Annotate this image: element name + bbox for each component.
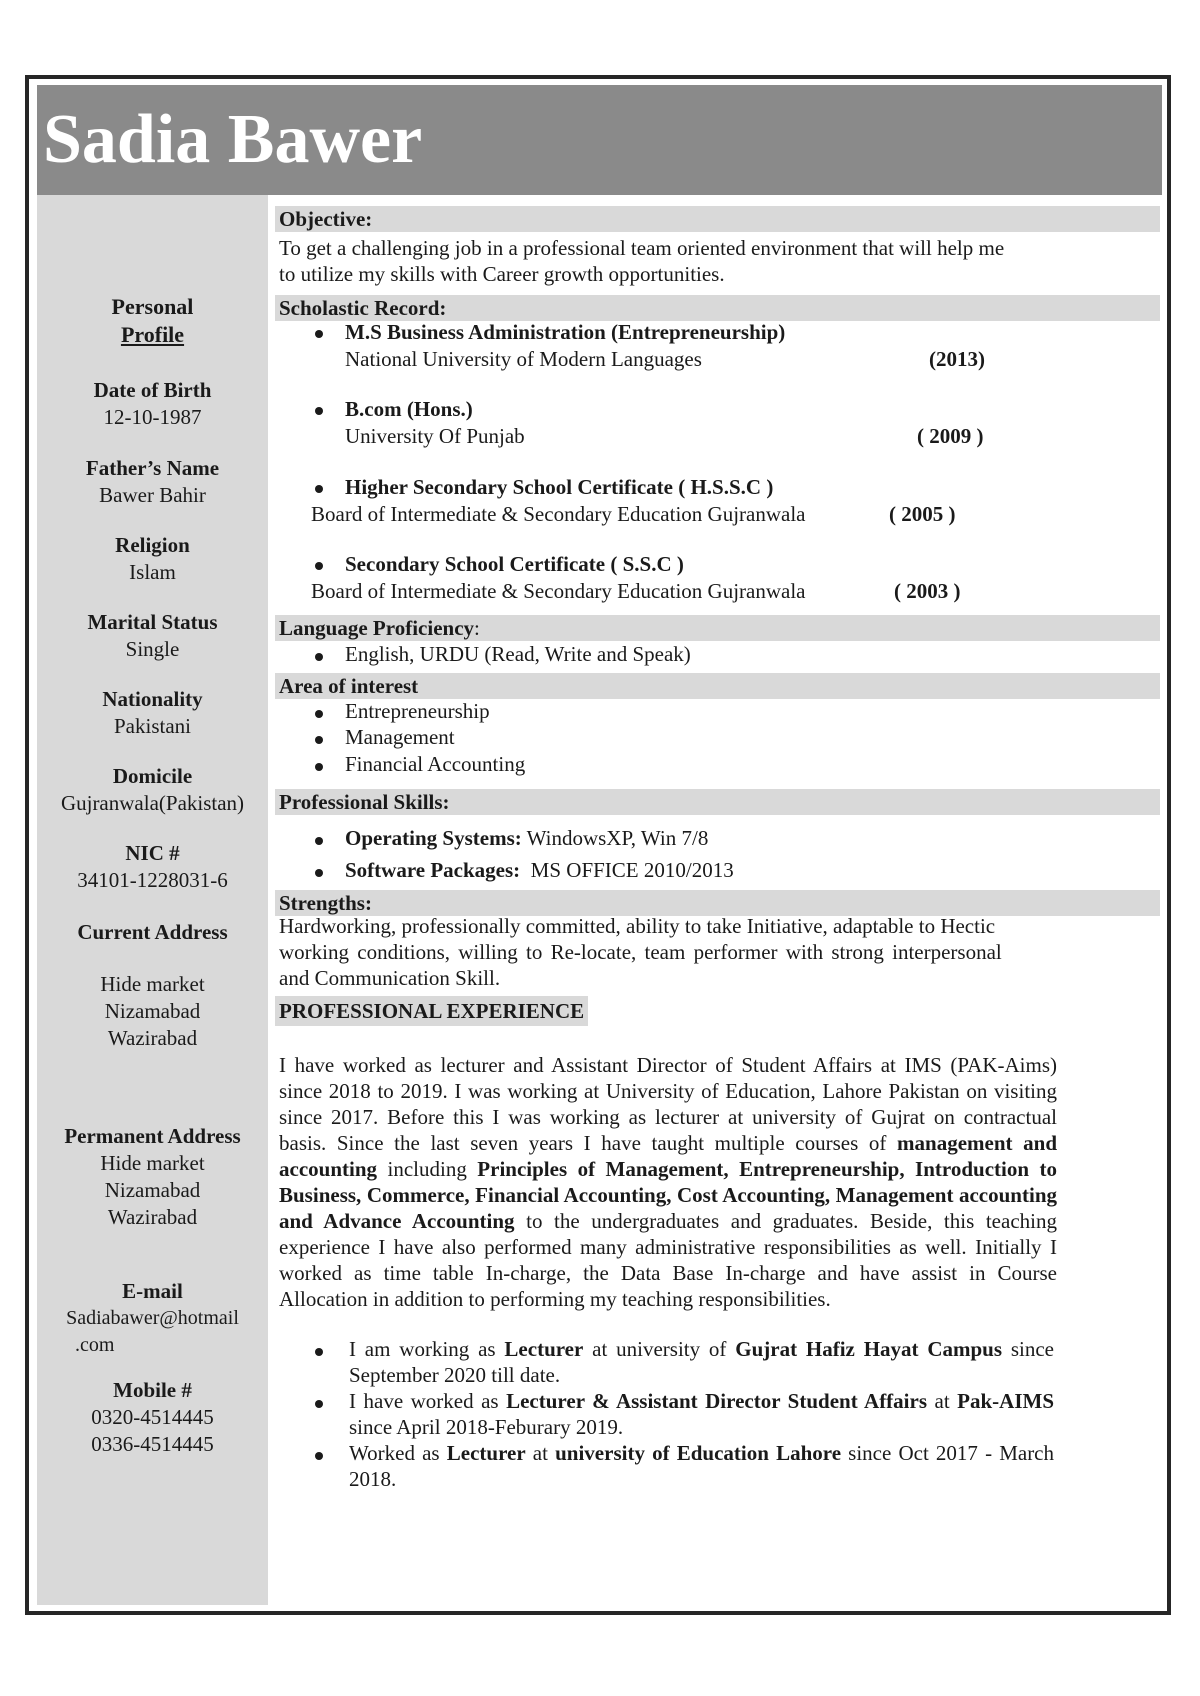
interest-item: Entrepreneurship (345, 699, 490, 723)
bullet-icon (315, 653, 323, 661)
item-text: at (927, 1389, 958, 1413)
profile-title-line1: Personal (111, 294, 194, 319)
bullet-icon (315, 710, 323, 718)
bullet-icon (315, 1348, 323, 1356)
interest-item: Financial Accounting (345, 752, 526, 776)
religion-value: Islam (129, 560, 176, 584)
bullet-icon (315, 736, 323, 744)
email-block (37, 1278, 268, 1359)
bullet-icon (315, 562, 323, 570)
marital-value: Single (125, 637, 180, 661)
permanent-address-line: Nizamabad (104, 1178, 201, 1202)
domicile-value: Gujranwala(Pakistan) (60, 791, 245, 815)
bullet-icon (315, 407, 323, 415)
nic-block (37, 840, 268, 894)
skill-software-label: Software Packages: (345, 858, 521, 882)
email-line: .com (75, 1334, 115, 1356)
experience-item (349, 1388, 1054, 1440)
interest-item: Management (345, 725, 455, 749)
degree-title: B.com (Hons.) (345, 397, 473, 421)
item-bold: Gujrat Hafiz Hayat Campus (735, 1337, 1003, 1361)
language-item: English, URDU (Read, Write and Speak) (345, 642, 691, 666)
personal-sidebar (37, 195, 268, 1605)
bullet-icon (315, 837, 323, 845)
degree-year: ( 2009 ) (917, 424, 984, 448)
item-bold: Lecturer & Assistant Director Student Affairs (506, 1389, 928, 1413)
email-label: E-mail (122, 1279, 183, 1303)
objective-line: to utilize my skills with Career growth opportunities. (279, 262, 725, 286)
dob-value: 12-10-1987 (103, 405, 202, 429)
name-header (37, 85, 1162, 195)
item-text: I have worked as (349, 1389, 507, 1413)
experience-text: to the undergraduates and graduates. Beside, this teaching experience I have also performed many administrative responsibilities as well. Initially I worked as time table In-charge, the Data Base In-charge and have assist in Course Allocation in addition to performing my teaching responsibilities. (279, 1209, 1057, 1311)
degree-school: University Of Punjab (345, 424, 525, 448)
nic-value: 34101-1228031-6 (77, 868, 228, 892)
bullet-icon (315, 1400, 323, 1408)
experience-text: I have worked as lecturer and Assistant Director of Student Affairs at IMS (PAK-Aims) since 2018 to 2019. I was working at University of Education, Lahore Pakistan on visiting since 2017. Before this I was working as lecturer at university of Gujrat on contractual basis. Since the last seven years I have taught multiple courses of (279, 1053, 1057, 1155)
skill-software-value: MS OFFICE 2010/2013 (530, 858, 734, 882)
degree-year: ( 2003 ) (894, 579, 961, 603)
current-address-label: Current Address (77, 920, 228, 944)
father-block (37, 455, 268, 509)
permanent-address-label: Permanent Address (64, 1124, 241, 1148)
skill-os-label: Operating Systems: (345, 826, 522, 850)
skills-heading: Professional Skills: (275, 789, 1160, 815)
degree-year: (2013) (929, 347, 985, 371)
strengths-heading: Strengths: (275, 890, 1160, 916)
degree-year: ( 2005 ) (889, 502, 956, 526)
marital-block (37, 609, 268, 663)
skill-os (345, 825, 708, 852)
item-bold: university of Education Lahore (555, 1441, 842, 1465)
religion-label: Religion (115, 533, 190, 557)
item-text: since Oct 2017 - March 2018. (349, 1441, 1055, 1491)
candidate-name: Sadia Bawer (43, 101, 423, 178)
strengths-line: Hardworking, professionally committed, ability to take Initiative, adaptable to Hectic (279, 914, 996, 938)
bullet-icon (315, 485, 323, 493)
item-bold: Pak-AIMS (957, 1389, 1055, 1413)
experience-item (349, 1440, 1054, 1492)
experience-bold: Principles of Management, Entrepreneurship, Introduction to Business, Commerce, Financial Accounting, Cost Accounting, Management accounting and Advance Accounting (279, 1157, 1058, 1233)
bullet-icon (315, 330, 323, 338)
item-text: since September 2020 till date. (349, 1337, 1054, 1387)
degree-school: National University of Modern Languages (345, 347, 702, 371)
resume-frame (25, 75, 1171, 1615)
email-line: Sadiabawer@hotmail (66, 1307, 239, 1329)
current-address-line: Nizamabad (104, 999, 201, 1023)
item-bold: Lecturer (446, 1441, 526, 1465)
strengths-line: working conditions, willing to Re-locate, team performer with strong interpersonal (279, 940, 1002, 964)
language-heading (275, 615, 1160, 641)
strengths-line: and Communication Skill. (279, 966, 501, 990)
mobile-line: 0336-4514445 (91, 1432, 214, 1456)
experience-paragraph (279, 1052, 1057, 1312)
interest-heading: Area of interest (275, 673, 1160, 699)
nic-label: NIC # (125, 841, 180, 865)
dob-block (37, 377, 268, 431)
nationality-block (37, 686, 268, 740)
scholastic-heading: Scholastic Record: (275, 295, 1160, 321)
degree-title: M.S Business Administration (Entrepreneurship) (345, 320, 786, 344)
degree-title: Secondary School Certificate ( S.S.C ) (345, 552, 684, 576)
mobile-line: 0320-4514445 (91, 1405, 214, 1429)
father-label: Father’s Name (85, 456, 220, 480)
experience-heading: PROFESSIONAL EXPERIENCE (275, 996, 588, 1026)
skill-software (345, 857, 734, 884)
nationality-value: Pakistani (114, 714, 191, 738)
bullet-icon (315, 1452, 323, 1460)
bullet-icon (315, 763, 323, 771)
current-address-line: Wazirabad (107, 1026, 198, 1050)
permanent-address-block (37, 1123, 268, 1231)
marital-label: Marital Status (87, 610, 218, 634)
item-text: at university of (583, 1337, 736, 1361)
objective-heading: Objective: (275, 206, 1160, 232)
degree-title: Higher Secondary School Certificate ( H.S.S.C ) (345, 475, 774, 499)
experience-item (349, 1336, 1054, 1388)
profile-title-line2: Profile (120, 322, 185, 347)
item-text: since April 2018-Feburary 2019. (349, 1415, 624, 1439)
item-bold: Lecturer (504, 1337, 584, 1361)
main-content (269, 195, 1161, 1605)
permanent-address-line: Wazirabad (107, 1205, 198, 1229)
current-address-line: Hide market (100, 972, 205, 996)
item-text: I am working as (349, 1337, 505, 1361)
domicile-block (37, 763, 268, 817)
experience-text: including (377, 1157, 478, 1181)
father-value: Bawer Bahir (99, 483, 206, 507)
language-heading-colon: : (474, 616, 480, 640)
degree-school: Board of Intermediate & Secondary Education Gujranwala (311, 502, 806, 526)
permanent-address-line: Hide market (100, 1151, 205, 1175)
current-address-block (37, 919, 268, 1052)
item-text: Worked as (349, 1441, 447, 1465)
skill-os-value: WindowsXP, Win 7/8 (526, 826, 709, 850)
domicile-label: Domicile (112, 764, 193, 788)
dob-label: Date of Birth (93, 378, 212, 402)
mobile-label: Mobile # (113, 1378, 192, 1402)
degree-school: Board of Intermediate & Secondary Education Gujranwala (311, 579, 806, 603)
language-heading-text: Language Proficiency (279, 616, 475, 640)
personal-profile-title (37, 293, 268, 349)
bullet-icon (315, 869, 323, 877)
item-text: at (525, 1441, 556, 1465)
religion-block (37, 532, 268, 586)
objective-line: To get a challenging job in a professional team oriented environment that will help me (279, 236, 1005, 260)
experience-bold: management and accounting (279, 1131, 1058, 1181)
mobile-block (37, 1377, 268, 1458)
nationality-label: Nationality (102, 687, 203, 711)
